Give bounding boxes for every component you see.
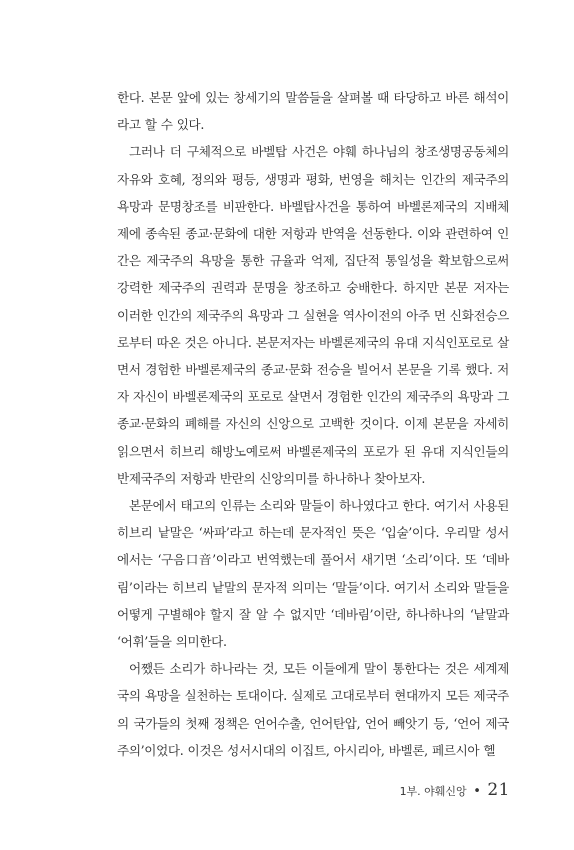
- page-number: 21: [487, 780, 510, 800]
- paragraph: 어쨌든 소리가 하나라는 것, 모든 이들에게 말이 통한다는 것은 세계제국의 욕망을 실천하는 토대이다. 실제로 고대로부터 현대까지 모든 제국주의 국가들의 첫째 정책은 언어수출, 언어탄압, 언어 빼앗기 등, ‘언어 제국주의’이었다. 이것은 성서시대의 이집트, 아시리아, 바벨론, 페르시아 헬: [117, 661, 509, 758]
- footer-bullet: •: [473, 784, 481, 799]
- paragraph: 그러나 더 구체적으로 바벨탑 사건은 야훼 하나님의 창조생명공동체의 자유와 호혜, 정의와 평등, 생명과 평화, 번영을 해치는 인간의 제국주의 욕망과 문명창조를 비판한다. 바벨탑사건을 통하여 바벨론제국의 지배체제에 종속된 종교·문화에 대한 저항과 반역을 선동한다. 이와 관련하여 인간은 제국주의 욕망을 통한 규율과 억제, 집단적 통일성을 확보함으로써 강력한 제국주의 권력과 문명을 창조하고 숭배한다. 하지만 본문 저자는 이러한 인간의 제국주의 욕망과 그 실현을 역사이전의 아주 먼 신화전승으로부터 따온 것은 아니다. 본문저자는 바벨론제국의 유대 지식인포로로 살면서 경험한 바벨론제국의 종교·문화 전승을 빌어서 본문을 기록 했다. 저자 자신이 바벨론제국의 포로로 살면서 경험한 인간의 제국주의 욕망과 그 종교·문화의 폐해를 자신의 신앙으로 고백한 것이다. 이제 본문을 자세히 읽으면서 히브리 해방노예로써 바벨론제국의 포로가 된 유대 지식인들의 반제국주의 저항과 반란의 신앙의미를 하나하나 찾아보자.: [117, 144, 509, 486]
- paragraph: 본문에서 태고의 인류는 소리와 말들이 하나였다고 한다. 여기서 사용된 히브리 낱말은 ‘싸파’라고 하는데 문자적인 뜻은 ‘입술’이다. 우리말 성서에서는 ‘구음口音’이라고 번역했는데 풀어서 새기면 ‘소리’이다. 또 ‘데바림’이라는 히브리 낱말의 문자적 의미는 ‘말들’이다. 여기서 소리와 말들을 어떻게 구별해야 할지 잘 알 수 없지만 ‘데바림’이란, 하나하나의 ‘낱말과 ‘어휘’들을 의미한다.: [117, 498, 509, 650]
- running-section-title: 1부. 야훼신앙: [399, 785, 467, 798]
- paragraph: 한다. 본문 앞에 있는 창세기의 말씀들을 살펴볼 때 타당하고 바른 해석이라고 할 수 있다.: [117, 90, 509, 133]
- page-footer: [400, 780, 510, 800]
- body-text: [117, 84, 509, 764]
